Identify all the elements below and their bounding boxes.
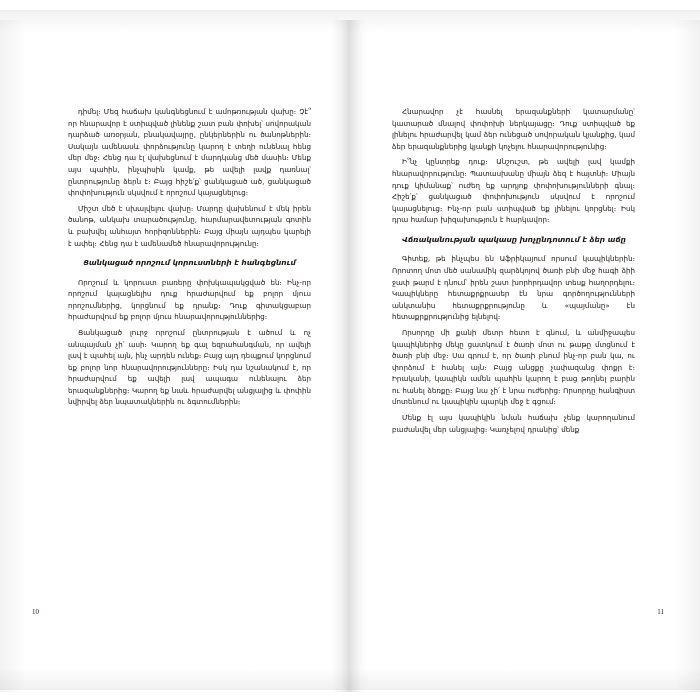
page-spread: [0, 10, 700, 690]
page-edge-shading-right: [674, 20, 700, 692]
section-heading: Ցանկացած որոշում կորուստների է հանգեցնում: [83, 258, 296, 268]
paragraph: Որոշում և կորուստ բառերը փոխկապակցված են։ Ինչ-որ որոշում կայացնելիս դուք հրաժարվում եք բոլոր մյուս որոշումներից, կորցնում եք դրանք։ Դուք գիտակցաբար հրաժարվում եք բոլոր մյուս հնարավորություններից։: [68, 277, 311, 322]
paragraph: Որսորդը մի քանի մետր հետո է գնում, և անմիջապես կապիկներից մեկը ցատկում է ծառի մոտ ու թաթը մտցնում է ծառի բնի մեջ։ Սա գրում է, որ ծառի բնում ինչ-որ բան կա, ու փորձում է հանել այն։ Բայց անցքը չափազանց փոքր է։ Իրականի, կապիկն ամեն պահին կարող է բաց թողնել բարին ու հանել ձեռքը։ Բայց նա չի՛ է նրա ուժերից։ Որսորդը հանգիստ մոտենում ու կապիկին պարկի մեջ է գցում։: [392, 327, 635, 407]
section-heading: Վճռականության պակասը խոչընդոտում է ձեր աճը: [402, 234, 626, 244]
right-page: [392, 106, 635, 435]
page-edge-shading-top: [0, 10, 700, 32]
paragraph: դիմել։ Մեզ հաճախ կանգնեցնում է ամոթռության վախը։ Չէ՞ որ հնարավոր է ստիպված լինենք շատ բան փոխել՝ սովորական դարձած առօրյան, բնակավայրը, ընկերներին ու ծանոթներին։ Սակայն ամենասև փորձությունը կարող է տեղի ունենալ հենց մեր մեջ։ Հենց դա էլ վախեցնում է մարդկանց մեծ մասին։ Մենք այս պահին, ինչպիսին կամք, թե ավելի լավք դառնալ՝ ընտրությունը ձերն է։ Բայց հիշե՛ք՝ ցանկացած ած, ցանկացած փոփոխություն սկսվում է որոշում կայացնելուց։: [68, 107, 311, 198]
page-number-left: 10: [32, 608, 39, 616]
paragraph: Մենք էլ այս կապիկին նման հաճախ չենք կարողանում բաժանվել մեր անցյալից։ Կառչելով դրանից՝ մենք: [392, 413, 635, 434]
paragraph: Ցանկացած լուրջ որոշում ընտրության է ածում և ոչ անպայման չի՛ ասի։ Կարող եք գալ եզրահանգման, որ ավելի լավ է պահել այն, ինչ արդեն ունեք։ Բայց այդ դեպքում կորցնում եք բոլոր նոր հնարավորությունները։ Իսկ դա նշանակում է, որ հրաժարվում եք ավելի լավ ապագա ունենալու ձեր երազանքներից։ Կարող եք նաև հրաժարվել անցյալից և փոփին նվիրվել ձեր նպատակներին ու ձգտումներին։: [68, 327, 311, 407]
paragraph: Միշտ մեծ է սխալվելու վախը։ Մարդը վախենում է մեկ իրեն ծանոթ, անկախ տարածությունը, հարմարավետության գոտին և բախվել անհայտ հորիզոններին։ Բայց միայն այդպես կարելի է ափել։ Հենց դա է ամենամեծ հնարավորությունը։: [68, 203, 311, 248]
paragraph: Հնարավոր չէ հասնել երազանքների կատարմանը՝ կատարած մնալով փոփոխի ներկայացը։ Դուք ստիպված եք լինելու հրաժարվել կամ ձեր ունեցած սովորական կյանքից, կամ ձեր երազանքներից կյանքի կոչելու հնարավորությունից։: [392, 107, 635, 151]
page-number-right: 11: [657, 608, 664, 616]
paragraph: Ի՞նչ կընտրեք դուք։ Անշուշտ, թե ավելի լավ կամքի հնարավորությունը։ Պատասխանը միայն ձեզ է հայտնի։ Միայն դուք կիմանաք՝ ուժեղ եք արդյոք փոփոխությունների գնալ։ Հիշե՛ք՝ ցանկացած փոփոխություն սկսվում է որոշում կայացնելուց։ Ինչ-որ բան ստիպված եք լինելու կորցնել։ Իսկ դրա համար խիզախություն է հարկավոր։: [392, 157, 635, 225]
left-page: [68, 106, 311, 408]
page-edge-shading-left: [0, 20, 26, 692]
page-edge-shading-bottom: [0, 668, 700, 690]
book-gutter-shadow: [331, 20, 369, 692]
paragraph: Գիտեք, թե ինչպես են Աֆրիկայում որսում կապիկներին։ Որոտող մոտ մեծ սանամիկ զարձկոյով ծառի բնի մեջ հագի ձիի ջափ թարմ է դնում՝ իրեն շատ խորհրդավոր տեսք հաղորդելու։ Կապիկները հետաքրքրասեր էն նրա գործողությունների անկտանիս հետաքրքրությունը և «պայմանը» էն հետաքրքրությունից ելնելով։: [392, 254, 635, 322]
